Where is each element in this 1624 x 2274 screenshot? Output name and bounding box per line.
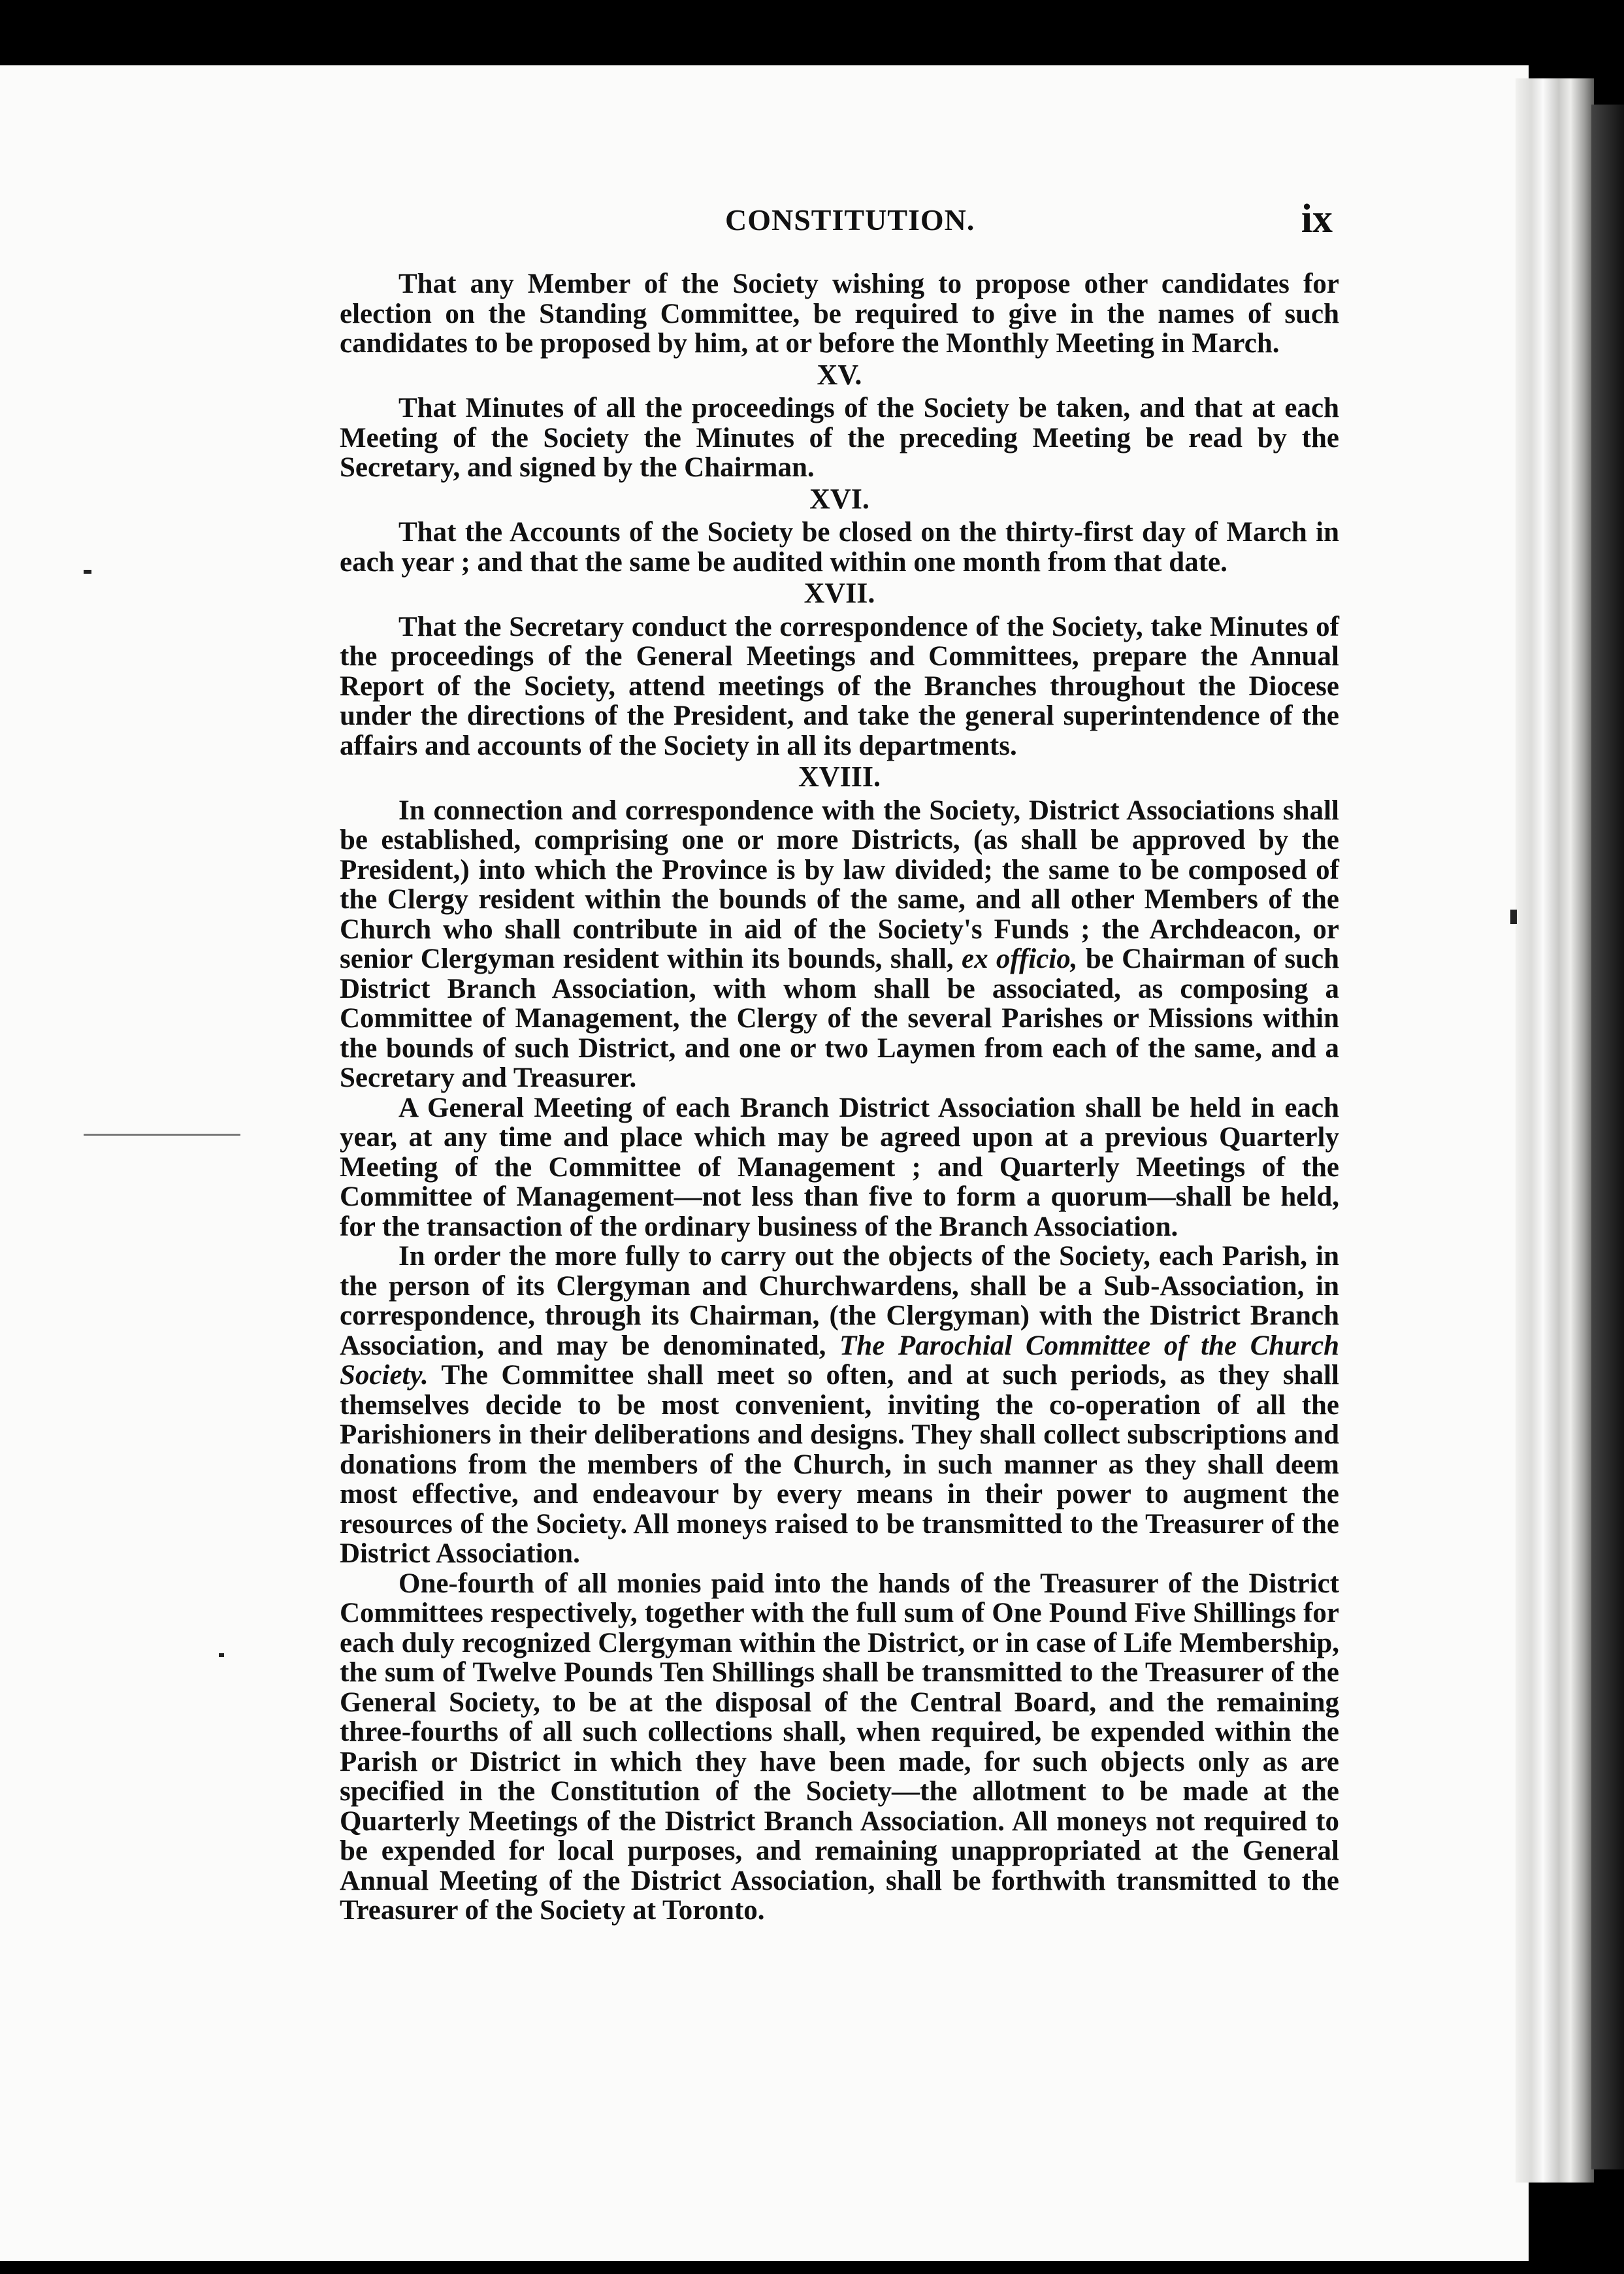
margin-mark [1510,910,1517,924]
paragraph: A General Meeting of each Branch District Association shall be held in each year, at any time and place which may be agreed upon at a previous Quarterly Meeting of the Committee of Management ; and Quarterly Meetings of the Committee of Management—not less than five to form a quorum—shall be held, for the transaction of the ordinary business of the Branch Association. [340,1092,1339,1242]
paragraph-text: be Chairman of such District Branch Association, with whom shall be associated, as composing a Committee of Management, the Clergy of the several Parishes or Missions within the bounds of such District, and one or two Laymen from each of the same, and a Secretary and Treasurer. [340,944,1339,1093]
article-number: XV. [817,358,862,391]
spine-shadow [1591,105,1624,2169]
italic-phrase: The Parochial Committee of the Church Society. [340,1330,1339,1391]
margin-mark [219,1653,224,1657]
paragraph [340,796,1339,1093]
paragraph-text: In order the more fully to carry out the objects of the Society, each Parish, in the person of its Clergyman and Churchwardens, shall be a Sub-Association, in correspondence, through its Chairman, (the Clergyman) with the District Branch Association, and may be denominated, [340,1241,1339,1361]
article-number: XVII. [804,577,875,609]
paragraph [340,1242,1339,1569]
paragraph: That the Secretary conduct the correspondence of the Society, take Minutes of the proceedings of the General Meetings and Committees, prepare the Annual Report of the Society, attend meetings of the Branches throughout the Diocese under the directions of the President, and take the general superintendence of the affairs and accounts of the Society in all its departments. [340,611,1339,761]
article-number: XVIII. [798,761,881,793]
paragraph-text: The Committee shall meet so often, and at such periods, as they shall themselves decide to be most convenient, inviting the co-operation of all the Parishioners in their deliberations and designs. They shall collect subscriptions and donations from the members of the Church, in such manner as they shall deem most effective, and endeavour by every means in their power to augment the resources of the Society. All moneys raised to be transmitted to the Treasurer of the District Association. [340,1360,1339,1569]
paragraph: That Minutes of all the proceedings of the Society be taken, and that at each Meeting of the Society the Minutes of the preceding Meeting be read by the Secretary, and signed by the Chairman. [340,393,1339,483]
running-head: CONSTITUTION. [725,203,975,237]
body-text [340,269,1339,1926]
page-edge [1516,78,1594,2183]
article-number: XVI. [809,482,869,515]
paragraph: One-fourth of all monies paid into the hands of the Treasurer of the District Committees respectively, together with the full sum of One Pound Five Shillings for each duly recognized Clergyman within the District, or in case of Life Membership, the sum of Twelve Pounds Ten Shillings shall be transmitted to the Treasurer of the General Society, to be at the disposal of the Central Board, and the remaining three-fourths of all such collections shall, when required, be expended within the Parish or District in which they have been made, for such objects only as are specified in the Constitution of the Society—the allotment to be made at the Quarterly Meetings of the District Branch Association. All moneys not required to be expended for local purposes, and remaining unappropriated at the General Annual Meeting of the District Association, shall be forthwith transmitted to the Treasurer of the Society at Toronto. [340,1568,1339,1926]
italic-phrase: ex officio, [962,944,1078,974]
margin-mark [84,1134,240,1136]
paragraph-text: In connection and correspondence with the Society, District Associations shall be established, comprising one or more Districts, (as shall be approved by the President,) into which the Province is by law divided; the same to be composed of the Clergy resident within the bounds of the same, and all other Members of the Church who shall contribute in aid of the Society's Funds ; the Archdeacon, or senior Clergyman resident within its bounds, shall, [340,795,1339,974]
margin-mark [84,570,91,574]
page-header [340,196,1346,248]
page-number: ix [1301,197,1333,241]
paragraph: That any Member of the Society wishing to propose other candidates for election on the Standing Committee, be required to give in the names of such candidates to be proposed by him, at or before the Monthly Meeting in March. [340,269,1339,359]
paragraph: That the Accounts of the Society be closed on the thirty-first day of March in each year ; and that the same be audited within one month from that date. [340,517,1339,578]
